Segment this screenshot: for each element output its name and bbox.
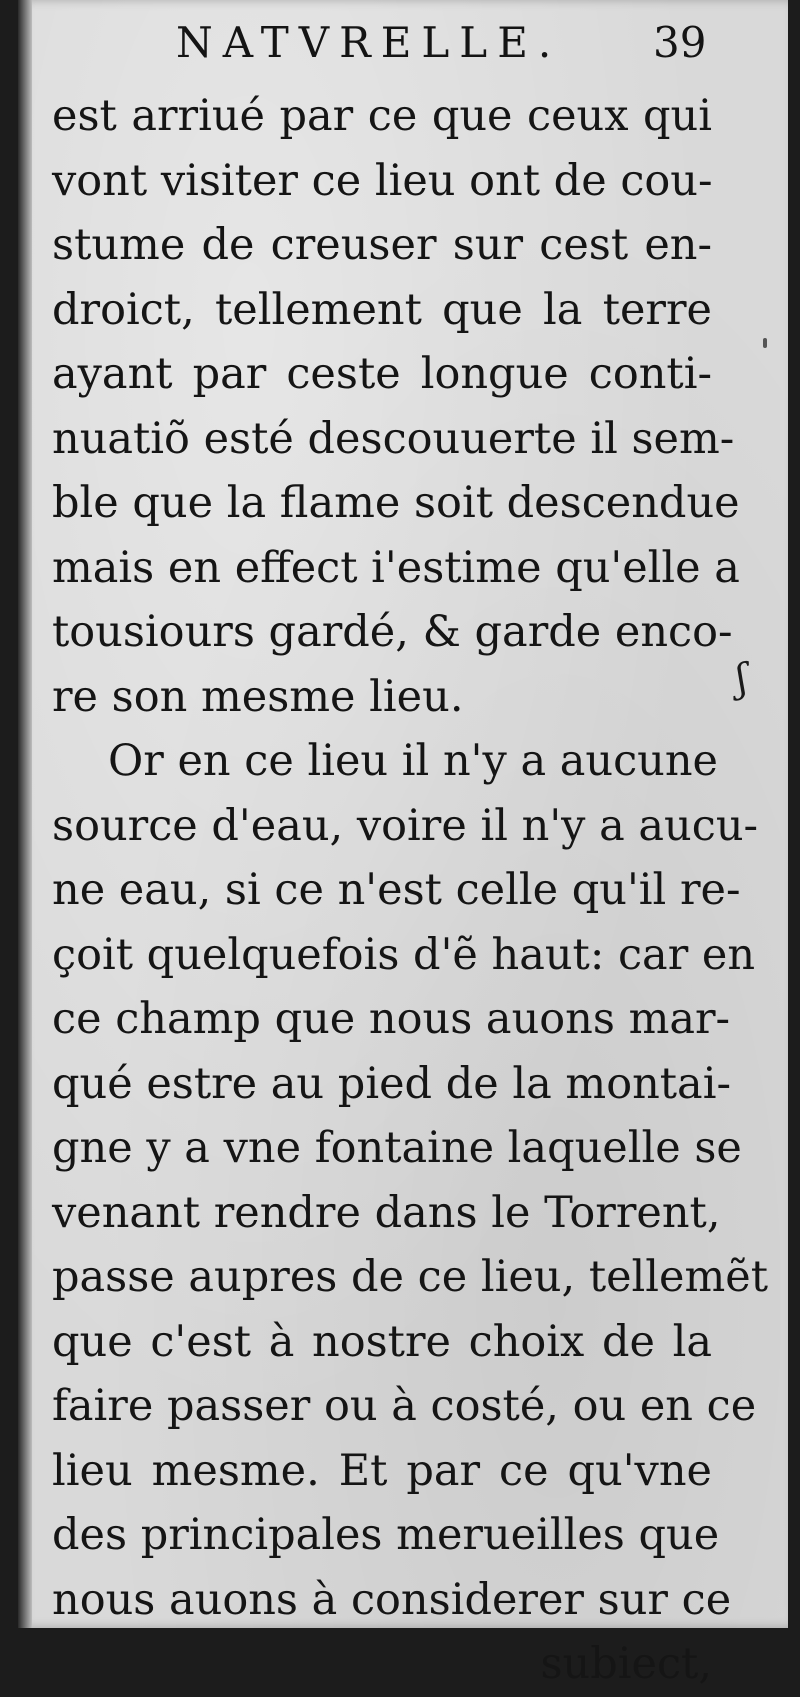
running-title: NATVRELLE.: [176, 18, 562, 67]
page-header: [18, 14, 788, 74]
page-gutter-shadow: [18, 0, 32, 1628]
paragraph-end-line: re son mesme lieu.: [52, 671, 464, 722]
margin-ink-dot: [763, 338, 767, 348]
text-line: que c'est à nostre choix de la: [52, 1316, 712, 1367]
text-line: ce champ que nous auons mar-: [52, 994, 731, 1044]
text-line: droict, tellement que la terre: [52, 284, 712, 335]
text-line: nuatiõ esté descouuerte il sem-: [52, 413, 735, 464]
text-line: tousiours gardé, & garde enco-: [52, 607, 733, 657]
text-line: ble que la flame soit descendue: [52, 478, 740, 528]
text-line: mais en effect i'estime qu'elle a: [52, 542, 740, 593]
page-number: 39: [653, 18, 707, 67]
catchword: subiect,: [540, 1639, 712, 1689]
text-line: nous auons à considerer sur ce: [52, 1574, 732, 1625]
text-line: ayant par ceste longue conti-: [52, 349, 712, 399]
text-line: vont visiter ce lieu ont de cou-: [52, 155, 713, 206]
text-line: çoit quelquefois d'ẽ haut: car en: [52, 929, 756, 980]
text-line: faire passer ou à costé, ou en ce: [52, 1381, 757, 1431]
text-line: source d'eau, voire il n'y a aucu-: [52, 800, 759, 851]
text-line: passe aupres de ce lieu, tellemẽt: [52, 1252, 769, 1302]
text-line: stume de creuser sur cest en-: [52, 220, 712, 270]
margin-annotation-mark: ʃ: [731, 655, 751, 701]
body-text: [52, 84, 769, 1697]
text-line: gne y a vne fontaine laquelle se: [52, 1123, 742, 1173]
text-line: est arriué par ce que ceux qui: [52, 91, 712, 141]
text-line: des principales merueilles que: [52, 1510, 720, 1560]
text-line: qué estre au pied de la montai-: [52, 1058, 731, 1109]
text-line: venant rendre dans le Torrent,: [52, 1187, 721, 1238]
text-line: ne eau, si ce n'est celle qu'il re-: [52, 865, 741, 915]
book-page: [18, 0, 788, 1689]
text-line: lieu mesme. Et par ce qu'vne: [52, 1445, 712, 1496]
paragraph-start-line: Or en ce lieu il n'y a aucune: [108, 736, 718, 786]
